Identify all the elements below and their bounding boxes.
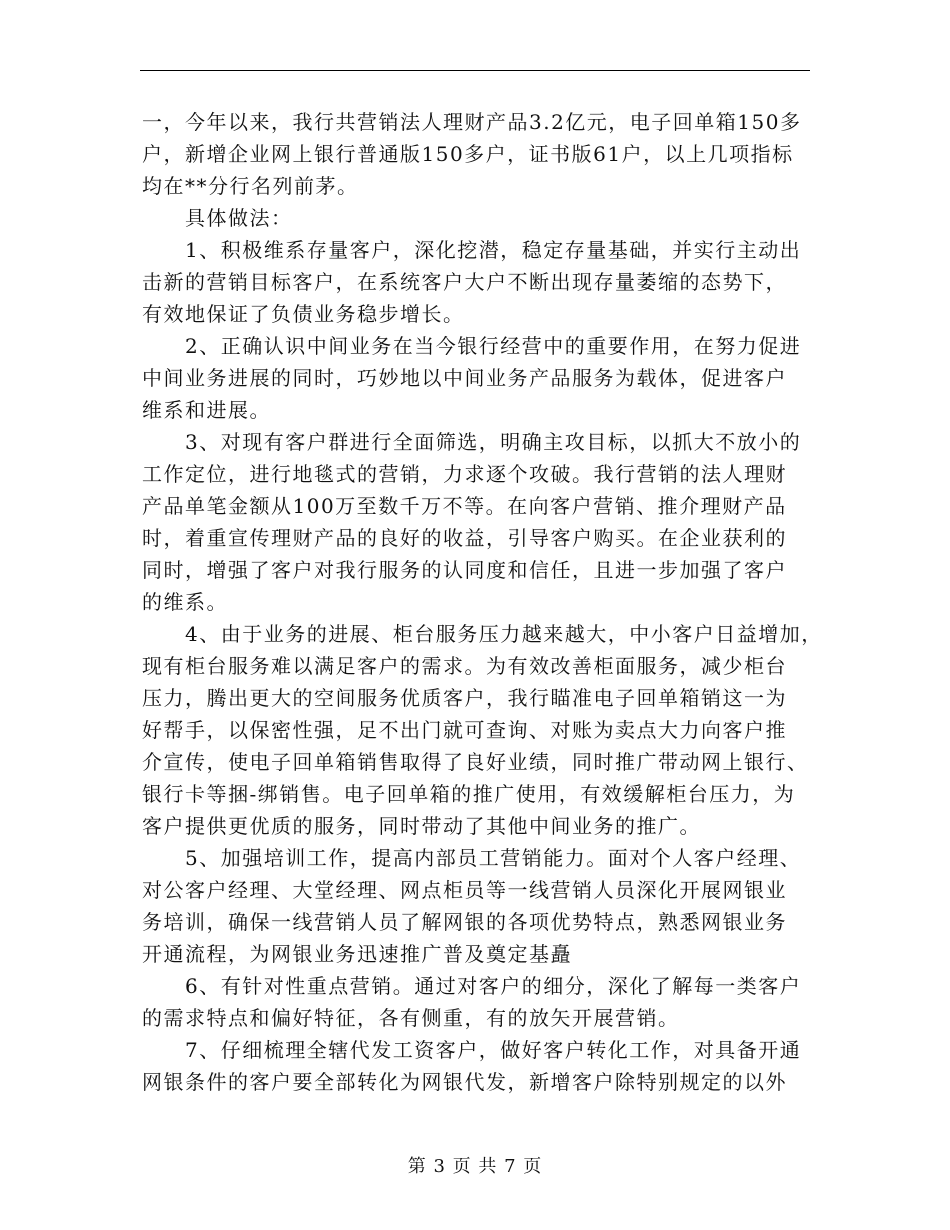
text-line: 好帮手，以保密性强，足不出门就可查询、对账为卖点大力向客户推 <box>142 718 787 742</box>
text-line: 有效地保证了负债业务稳步增长。 <box>142 302 465 326</box>
text-line: 现有柜台服务难以满足客户的需求。为有效改善柜面服务，减少柜台 <box>142 654 787 678</box>
paragraph-item-2 <box>142 330 818 426</box>
text-line: 5、加强培训工作，提高内部员工营销能力。面对个人客户经理、 <box>142 846 802 870</box>
document-body <box>142 106 823 1098</box>
paragraph-item-6 <box>142 970 818 1034</box>
text-line: 击新的营销目标客户，在系统客户大户不断出现存量萎缩的态势下， <box>142 270 787 294</box>
text-line: 工作定位，进行地毯式的营销，力求逐个攻破。我行营销的法人理财 <box>142 462 787 486</box>
text-line: 介宣传，使电子回单箱销售取得了良好业绩，同时推广带动网上银行、 <box>142 750 809 774</box>
paragraph-intro <box>142 106 818 202</box>
text-line: 维系和进展。 <box>142 398 271 422</box>
text-line: 2、正确认识中间业务在当今银行经营中的重要作用，在努力促进 <box>142 334 802 358</box>
text-line: 一，今年以来，我行共营销法人理财产品3.2亿元，电子回单箱150多 <box>142 110 802 134</box>
text-line: 银行卡等捆-绑销售。电子回单箱的推广使用，有效缓解柜台压力，为 <box>142 782 796 806</box>
text-line: 中间业务进展的同时，巧妙地以中间业务产品服务为载体，促进客户 <box>142 366 787 390</box>
text-line: 客户提供更优质的服务，同时带动了其他中间业务的推广。 <box>142 814 701 838</box>
text-line: 7、仔细梳理全辖代发工资客户，做好客户转化工作，对具备开通 <box>142 1038 802 1062</box>
text-line: 压力，腾出更大的空间服务优质客户，我行瞄准电子回单箱销这一为 <box>142 686 787 710</box>
text-line: 户，新增企业网上银行普通版150多户，证书版61户，以上几项指标 <box>142 142 794 166</box>
text-line: 3、对现有客户群进行全面筛选，明确主攻目标，以抓大不放小的 <box>142 430 802 454</box>
paragraph-item-1 <box>142 234 818 330</box>
text-line: 网银条件的客户要全部转化为网银代发，新增客户除特别规定的以外 <box>142 1070 787 1094</box>
text-line: 具体做法： <box>142 206 293 230</box>
text-line: 1、积极维系存量客户，深化挖潜，稳定存量基础，并实行主动出 <box>142 238 802 262</box>
paragraph-methods-heading <box>142 202 818 234</box>
text-line: 的需求特点和偏好特征，各有侧重，有的放矢开展营销。 <box>142 1006 680 1030</box>
paragraph-item-4 <box>142 618 823 842</box>
paragraph-item-7 <box>142 1034 818 1098</box>
header-rule <box>140 70 810 71</box>
text-line: 6、有针对性重点营销。通过对客户的细分，深化了解每一类客户 <box>142 974 802 998</box>
text-line: 开通流程，为网银业务迅速推广普及奠定基矗 <box>142 942 572 966</box>
text-line: 对公客户经理、大堂经理、网点柜员等一线营销人员深化开展网银业 <box>142 878 787 902</box>
text-line: 同时，增强了客户对我行服务的认同度和信任，且进一步加强了客户 <box>142 558 787 582</box>
text-line: 务培训，确保一线营销人员了解网银的各项优势特点，熟悉网银业务 <box>142 910 787 934</box>
text-line: 4、由于业务的进展、柜台服务压力越来越大，中小客户日益增加， <box>142 622 823 646</box>
page-number-footer: 第 3 页 共 7 页 <box>407 1156 543 1177</box>
paragraph-item-3 <box>142 426 818 618</box>
text-line: 的维系。 <box>142 590 228 614</box>
paragraph-item-5 <box>142 842 818 970</box>
text-line: 均在**分行名列前茅。 <box>142 174 359 198</box>
text-line: 产品单笔金额从100万至数千万不等。在向客户营销、推介理财产品 <box>142 494 787 518</box>
text-line: 时，着重宣传理财产品的良好的收益，引导客户购买。在企业获利的 <box>142 526 787 550</box>
